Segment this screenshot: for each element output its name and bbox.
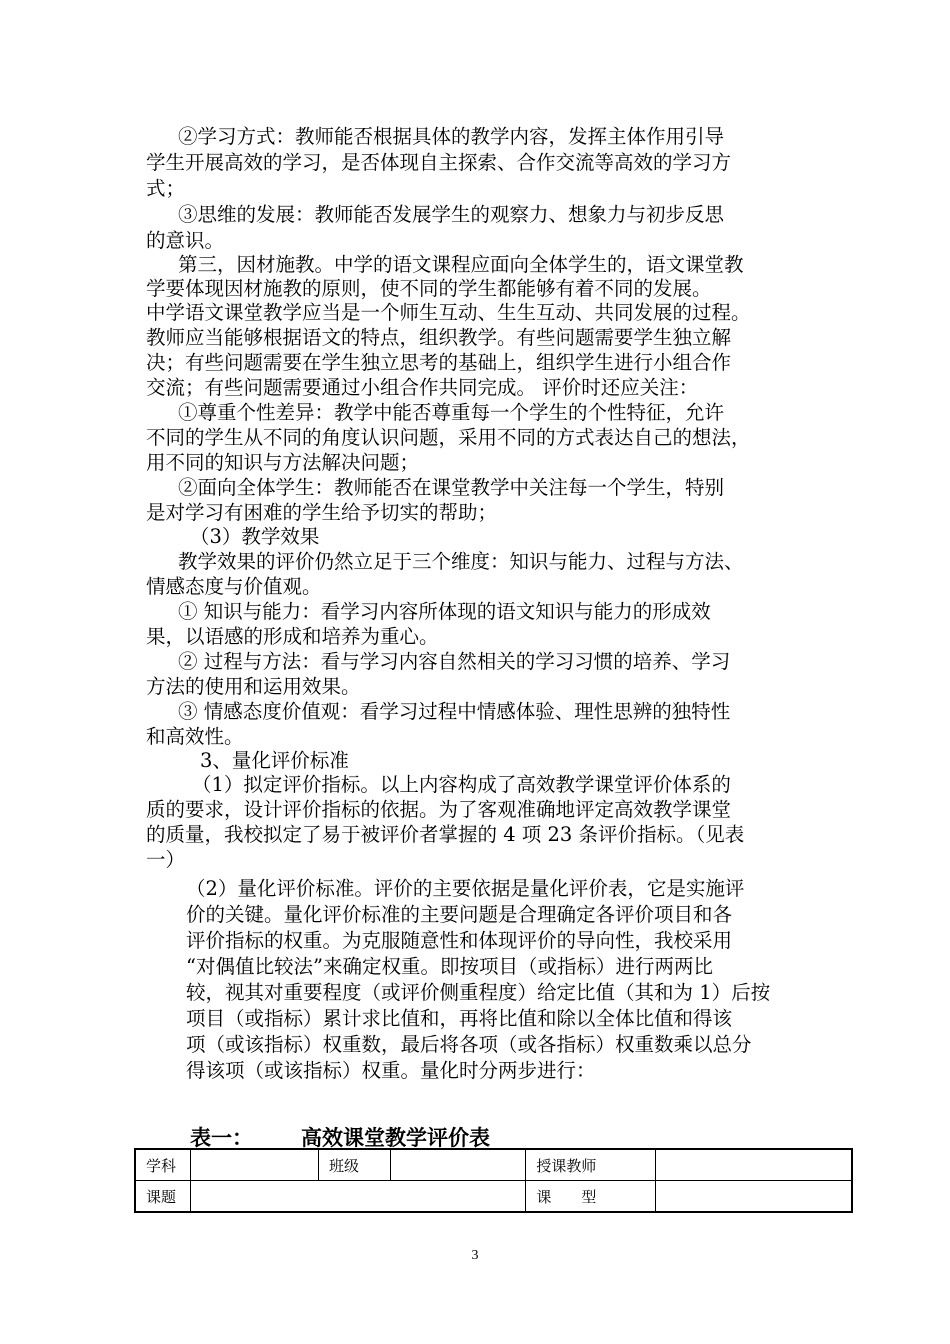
paragraph-line: 的意识。 [146,229,225,252]
paragraph-line: 情感态度与价值观。 [146,575,322,598]
paragraph-line: 学要体现因材施教的原则，使不同的学生都能够有着不同的发展。 [146,277,712,300]
table-title-name: 高效课堂教学评价表 [301,1126,490,1150]
paragraph-line: 果，以语感的形成和培养为重心。 [146,625,439,648]
paragraph-line: （1）拟定评价指标。以上内容构成了高效教学课堂评价体系的 [192,773,731,796]
table-title-label: 表一： [190,1126,253,1150]
paragraph-line: 交流；有些问题需要通过小组合作共同完成。 评价时还应关注： [146,376,699,399]
class-value[interactable] [390,1149,526,1181]
paragraph-line: 价的关键。量化评价标准的主要问题是合理确定各评价项目和各 [186,903,733,926]
paragraph-line: 项（或该指标）权重数，最后将各项（或各指标）权重数乘以总分 [186,1033,752,1056]
paragraph-line: 决；有些问题需要在学生独立思考的基础上，组织学生进行小组合作 [146,351,732,374]
teacher-value[interactable] [656,1149,852,1181]
section-heading: （3）教学效果 [190,525,320,548]
paragraph-line: 教师应当能够根据语文的特点，组织教学。有些问题需要学生独立解 [146,326,732,349]
section-heading: 3、量化评价标准 [200,749,349,772]
paragraph-line: 第三，因材施教。中学的语文课程应面向全体学生的，语文课堂教 [178,253,744,276]
paragraph-line: 一） [146,848,186,871]
paragraph-line: 项目（或指标）累计求比值和，再将比值和除以全体比值和得该 [186,1007,733,1030]
paragraph-line: ②学习方式：教师能否根据具体的教学内容，发挥主体作用引导 [178,125,725,148]
paragraph-line: 不同的学生从不同的角度认识问题，采用不同的方式表达自己的想法， [146,426,751,449]
paragraph-line: 较，视其对重要程度（或评价侧重程度）给定比值（其和为 1）后按 [186,981,771,1004]
paragraph-line: ③ 情感态度价值观：看学习过程中情感体验、理性思辨的独特性 [178,700,731,723]
paragraph-line: 用不同的知识与方法解决问题； [146,451,420,474]
paragraph-line: 方法的使用和运用效果。 [146,675,361,698]
paragraph-line: （2）量化评价标准。评价的主要依据是量化评价表，它是实施评 [186,877,745,900]
paragraph-line: 中学语文课堂教学应当是一个师生互动、生生互动、共同发展的过程。 [146,301,751,324]
paragraph-line: 式； [146,177,186,200]
paragraph-line: ①尊重个性差异：教学中能否尊重每一个学生的个性特征，允许 [178,401,725,424]
paragraph-line: 是对学习有困难的学生给予切实的帮助； [146,501,498,524]
paragraph-line: 评价指标的权重。为克服随意性和体现评价的导向性，我校采用 [186,929,733,952]
paragraph-line: 质的要求，设计评价指标的依据。为了客观准确地评定高效教学课堂 [146,798,732,821]
paragraph-line: ③思维的发展：教师能否发展学生的观察力、想象力与初步反思 [178,203,725,226]
paragraph-line: 得该项（或该指标）权重。量化时分两步进行： [186,1059,596,1082]
evaluation-table [134,1148,853,1213]
paragraph-line: ① 知识与能力：看学习内容所体现的语文知识与能力的形成效 [178,600,711,623]
paragraph-line: ② 过程与方法：看与学习内容自然相关的学习习惯的培养、学习 [178,650,731,673]
table-row [135,1149,852,1181]
page-number: 3 [471,1248,479,1263]
paragraph-line: “对偶值比较法”来确定权重。即按项目（或指标）进行两两比 [186,955,713,978]
paragraph-line: ②面向全体学生：教师能否在课堂教学中关注每一个学生，特别 [178,476,725,499]
paragraph-line: 教学效果的评价仍然立足于三个维度：知识与能力、过程与方法、 [178,550,744,573]
class-label: 班级 [318,1149,390,1181]
subject-label: 学科 [135,1149,191,1181]
table-row [135,1181,852,1213]
teacher-label: 授课教师 [526,1149,656,1181]
paragraph-line: 和高效性。 [146,725,244,748]
topic-label: 课题 [135,1181,191,1213]
paragraph-line: 学生开展高效的学习，是否体现自主探索、合作交流等高效的学习方 [146,151,732,174]
subject-value[interactable] [191,1149,319,1181]
lesson-type-label: 课 型 [526,1181,656,1213]
topic-value[interactable] [191,1181,526,1213]
paragraph-line: 的质量，我校拟定了易于被评价者掌握的 4 项 23 条评价指标。（见表 [146,823,745,846]
lesson-type-value[interactable] [656,1181,852,1213]
